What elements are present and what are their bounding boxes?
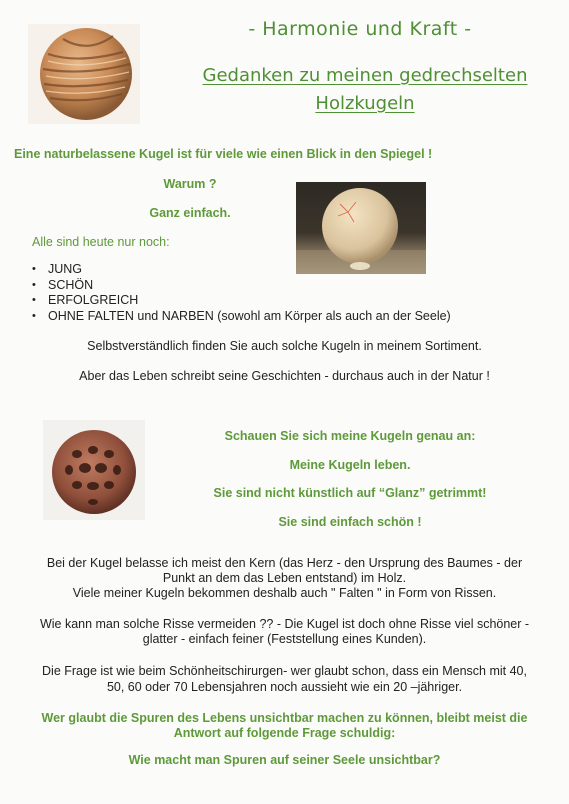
callout-line-4: Sie sind einfach schön ! — [278, 515, 422, 529]
callout-line-1: Schauen Sie sich meine Kugeln genau an: — [224, 429, 476, 443]
intro-lead: Alle sind heute nur noch: — [32, 235, 170, 249]
list-item: • SCHÖN — [32, 278, 532, 294]
page-subtitle — [170, 62, 560, 118]
wooden-sphere-photo-pale — [296, 182, 426, 274]
intro-answer: Ganz einfach. — [149, 206, 231, 220]
body-paragraph-1-line-2: Punkt an dem das Leben entstand) im Holz. — [162, 571, 407, 585]
list-item: • ERFOLGREICH — [32, 293, 532, 309]
body-paragraph-2-line-1: Wie kann man solche Risse vermeiden ?? - Die Kugel ist doch ohne Risse viel schöner - — [39, 617, 530, 631]
intro-headline: Eine naturbelassene Kugel ist für viele wie einen Blick in den Spiegel ! — [14, 147, 433, 161]
closing-question: Wie macht man Spuren auf seiner Seele unsichtbar? — [128, 753, 441, 767]
paragraph-1: Selbstverständlich finden Sie auch solche Kugeln in meinem Sortiment. — [87, 339, 482, 353]
page-title: - Harmonie und Kraft - — [248, 18, 472, 40]
callout-line-3: Sie sind nicht künstlich auf “Glanz” getrimmt! — [213, 486, 487, 500]
subtitle-line-2: Holzkugeln — [315, 93, 415, 114]
list-item: • JUNG — [32, 262, 532, 278]
body-paragraph-1-line-1: Bei der Kugel belasse ich meist den Kern (das Herz - den Ursprung des Baumes - der — [46, 556, 523, 570]
closing-line-2: Antwort auf folgende Frage schuldig: — [173, 726, 396, 740]
paragraph-2: Aber das Leben schreibt seine Geschichten - durchaus auch in der Natur ! — [79, 369, 490, 383]
body-paragraph-1-line-3: Viele meiner Kugeln bekommen deshalb auch " Falten " in Form von Rissen. — [72, 586, 497, 600]
attribute-list — [32, 262, 532, 324]
subtitle-line-1: Gedanken zu meinen gedrechselten — [202, 65, 528, 86]
wooden-sphere-photo-spiral — [28, 24, 140, 124]
closing-line-1: Wer glaubt die Spuren des Lebens unsichtbar machen zu können, bleibt meist die — [41, 711, 528, 725]
body-paragraph-3-line-1: Die Frage ist wie beim Schönheitschirurgen- wer glaubt schon, dass ein Mensch mit 40, — [42, 664, 527, 678]
body-paragraph-3-line-2: 50, 60 oder 70 Lebensjahren noch aussieht wie ein 20 –jähriger. — [106, 680, 463, 694]
body-paragraph-2-line-2: glatter - einfach feiner (Feststellung eines Kunden). — [142, 632, 427, 646]
list-item: • OHNE FALTEN und NARBEN (sowohl am Körper als auch an der Seele) — [32, 309, 532, 325]
callout-line-2: Meine Kugeln leben. — [289, 458, 411, 472]
wooden-sphere-photo-perforated — [43, 420, 145, 520]
intro-question: Warum ? — [163, 177, 217, 191]
